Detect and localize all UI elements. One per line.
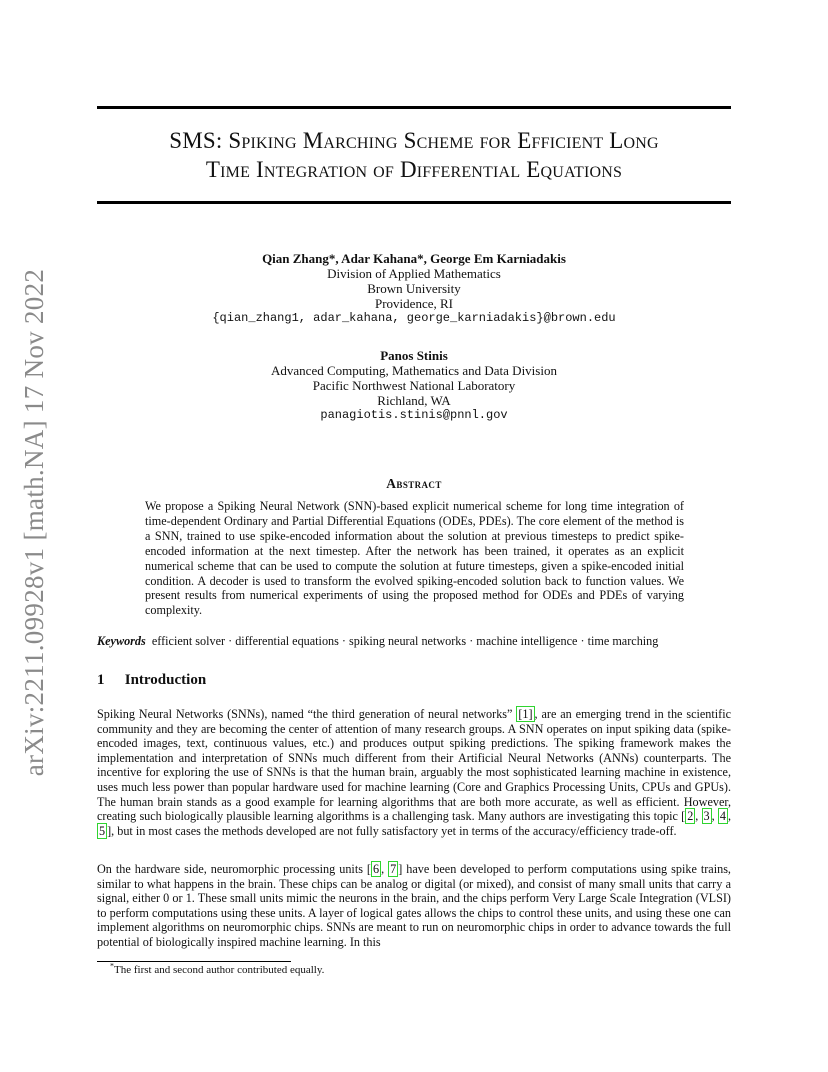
keywords-line bbox=[97, 634, 737, 649]
author-email: {qian_zhang1, adar_kahana, george_karniadakis}@brown.edu bbox=[212, 311, 616, 325]
title-line-1: SMS: Spiking Marching Scheme for Efficient Long bbox=[169, 128, 659, 153]
citation-link[interactable]: 3 bbox=[703, 809, 710, 824]
author-block-pnnl bbox=[97, 348, 731, 423]
author-department: Advanced Computing, Mathematics and Data Division bbox=[271, 363, 557, 378]
author-location: Providence, RI bbox=[375, 296, 453, 311]
section-title: Introduction bbox=[124, 672, 207, 688]
abstract-text: We propose a Spiking Neural Network (SNN)-based explicit numerical scheme for long time integration of time-dependent Ordinary and Partial Differential Equations (ODEs, PDEs). The core element of the method is a SNN, trained to use spike-encoded information about the solution at previous timesteps to predict spike-encoded information at the next timestep. After the network has been trained, it operates as an explicit numerical scheme that can be used to compute the solution at future timesteps, given a spike-encoded initial condition. A decoder is used to transform the evolved spiking-encoded solution back to function values. We present results from numerical experiments of using the proposed method for ODEs and PDEs of varying complexity. bbox=[145, 499, 684, 618]
text-run: ] have been developed to perform computations using spike trains, similar to what happens in the brain. These chips can be analog or digital (or mixed), and consist of many small units that carry a signal, either 0 or 1. These small units mimic the neurons in the brain, and the chips perform Very Large Scale Integration (VLSI) to perform computations using these units. A layer of logical gates allows the chips to control these units, and using these one can implement algorithms on neuromorphic chips. SNNs are meant to run on neuromorphic chips in order to advance towards the full potential of biologically inspired machine learning. In this bbox=[97, 862, 731, 949]
intro-paragraph-2: On the hardware side, neuromorphic processing units [ 6 , 7 ] have been developed to perform computations using spike trains, similar to what happens in the brain. These chips can be analog or digital (or mixed), and consist of many small units that carry a signal, either 0 or 1. These small units mimic the neurons in the brain, and the chips perform Very Large Scale Integration (VLSI) to perform computations using these units. A layer of logical gates allows the chips to control these units, and using these one can implement algorithms on neuromorphic chips. SNNs are meant to run on neuromorphic chips in order to advance towards the full potential of biologically inspired machine learning. In this bbox=[97, 862, 731, 949]
intro-paragraph-1: Spiking Neural Networks (SNNs), named “the third generation of neural networks” [1] , are an emerging trend in the scientific community and they are becoming the center of attention of many research groups. A SNN operates on input spiking data (spike-encoded images, text, continuous values, etc.) and produces output spiking predictions. The spiking framework makes the implementation and interpretation of SNNs much different from their Artificial Neural Networks (ANNs) counterparts. The incentive for exploring the use of SNNs is that the human brain, arguably the most sophisticated learning machine in existence, uses much less power than popular hardware used for machine learning (Core and Graphics Processing Units, CPUs and GPUs). The human brain stands as a good example for learning algorithms that are both more accurate, as well as efficient. However, creating such biologically plausible learning algorithms is a challenging task. Many authors are investigating this topic [ 2 , 3 , 4 , 5 ], but in most cases the methods developed are not fully satisfactory yet in terms of the accuracy/efficiency trade-off. bbox=[97, 707, 732, 838]
citation-link[interactable]: 5 bbox=[99, 823, 106, 838]
text-run: ], but in most cases the methods developed are not fully satisfactory yet in terms of the accuracy/efficiency trade-off. bbox=[107, 823, 677, 838]
author-institution: Brown University bbox=[367, 281, 461, 296]
footnote bbox=[110, 961, 325, 977]
author-email: panagiotis.stinis@pnnl.gov bbox=[320, 408, 508, 422]
title-line-2: Time Integration of Differential Equations bbox=[205, 157, 623, 182]
text-run: , are an emerging trend in the scientific community and they are becoming the center of attention of many research groups. A SNN operates on input spiking data (spike-encoded images, text, continuous values, etc.) and produces output spiking predictions. The spiking framework makes the implementation and interpretation of SNNs much different from their Artificial Neural Networks (ANNs) counterparts. The incentive for exploring the use of SNNs is that the human brain, arguably the most sophisticated learning machine in existence, uses much less power than popular hardware used for machine learning (Core and Graphics Processing Units, CPUs and GPUs). The human brain stands as a good example for learning algorithms that are both more accurate, as well as efficient. However, creating such biologically plausible learning algorithms is a challenging task. Many authors are investigating this topic [ bbox=[97, 707, 731, 824]
abstract-heading: Abstract bbox=[386, 476, 442, 491]
title-bottom-rule bbox=[97, 201, 731, 204]
keywords-label: Keywords bbox=[97, 634, 146, 648]
author-names: Panos Stinis bbox=[380, 348, 448, 363]
author-department: Division of Applied Mathematics bbox=[327, 266, 501, 281]
arxiv-id: arXiv:2211.09928v1 [math.NA] 17 Nov 2022 bbox=[19, 268, 50, 777]
author-institution: Pacific Northwest National Laboratory bbox=[312, 378, 516, 393]
citation-link[interactable]: 6 bbox=[373, 862, 380, 876]
footnote-rule bbox=[97, 961, 291, 962]
footnote-mark: * bbox=[110, 961, 114, 971]
author-names: Qian Zhang*, Adar Kahana*, George Em Karniadakis bbox=[262, 251, 566, 266]
citation-link[interactable]: 4 bbox=[719, 809, 726, 824]
citation-link[interactable]: 2 bbox=[687, 809, 694, 824]
section-heading-introduction bbox=[97, 672, 206, 689]
citation-link[interactable]: 7 bbox=[390, 862, 397, 876]
paper-title bbox=[97, 126, 731, 184]
author-location: Richland, WA bbox=[377, 393, 451, 408]
text-run: Spiking Neural Networks (SNNs), named “the third generation of neural networks” bbox=[97, 707, 517, 721]
keywords-text: efficient solver · differential equations · spiking neural networks · machine intelligence · time marching bbox=[151, 634, 659, 648]
footnote-text: The first and second author contributed equally. bbox=[114, 964, 325, 976]
title-top-rule bbox=[97, 106, 731, 109]
citation-link[interactable]: [1] bbox=[518, 707, 533, 721]
author-block-brown bbox=[97, 251, 731, 326]
section-number: 1 bbox=[97, 672, 105, 688]
text-run: On the hardware side, neuromorphic processing units [ bbox=[97, 862, 371, 876]
arxiv-sidebar-stamp bbox=[12, 265, 58, 780]
